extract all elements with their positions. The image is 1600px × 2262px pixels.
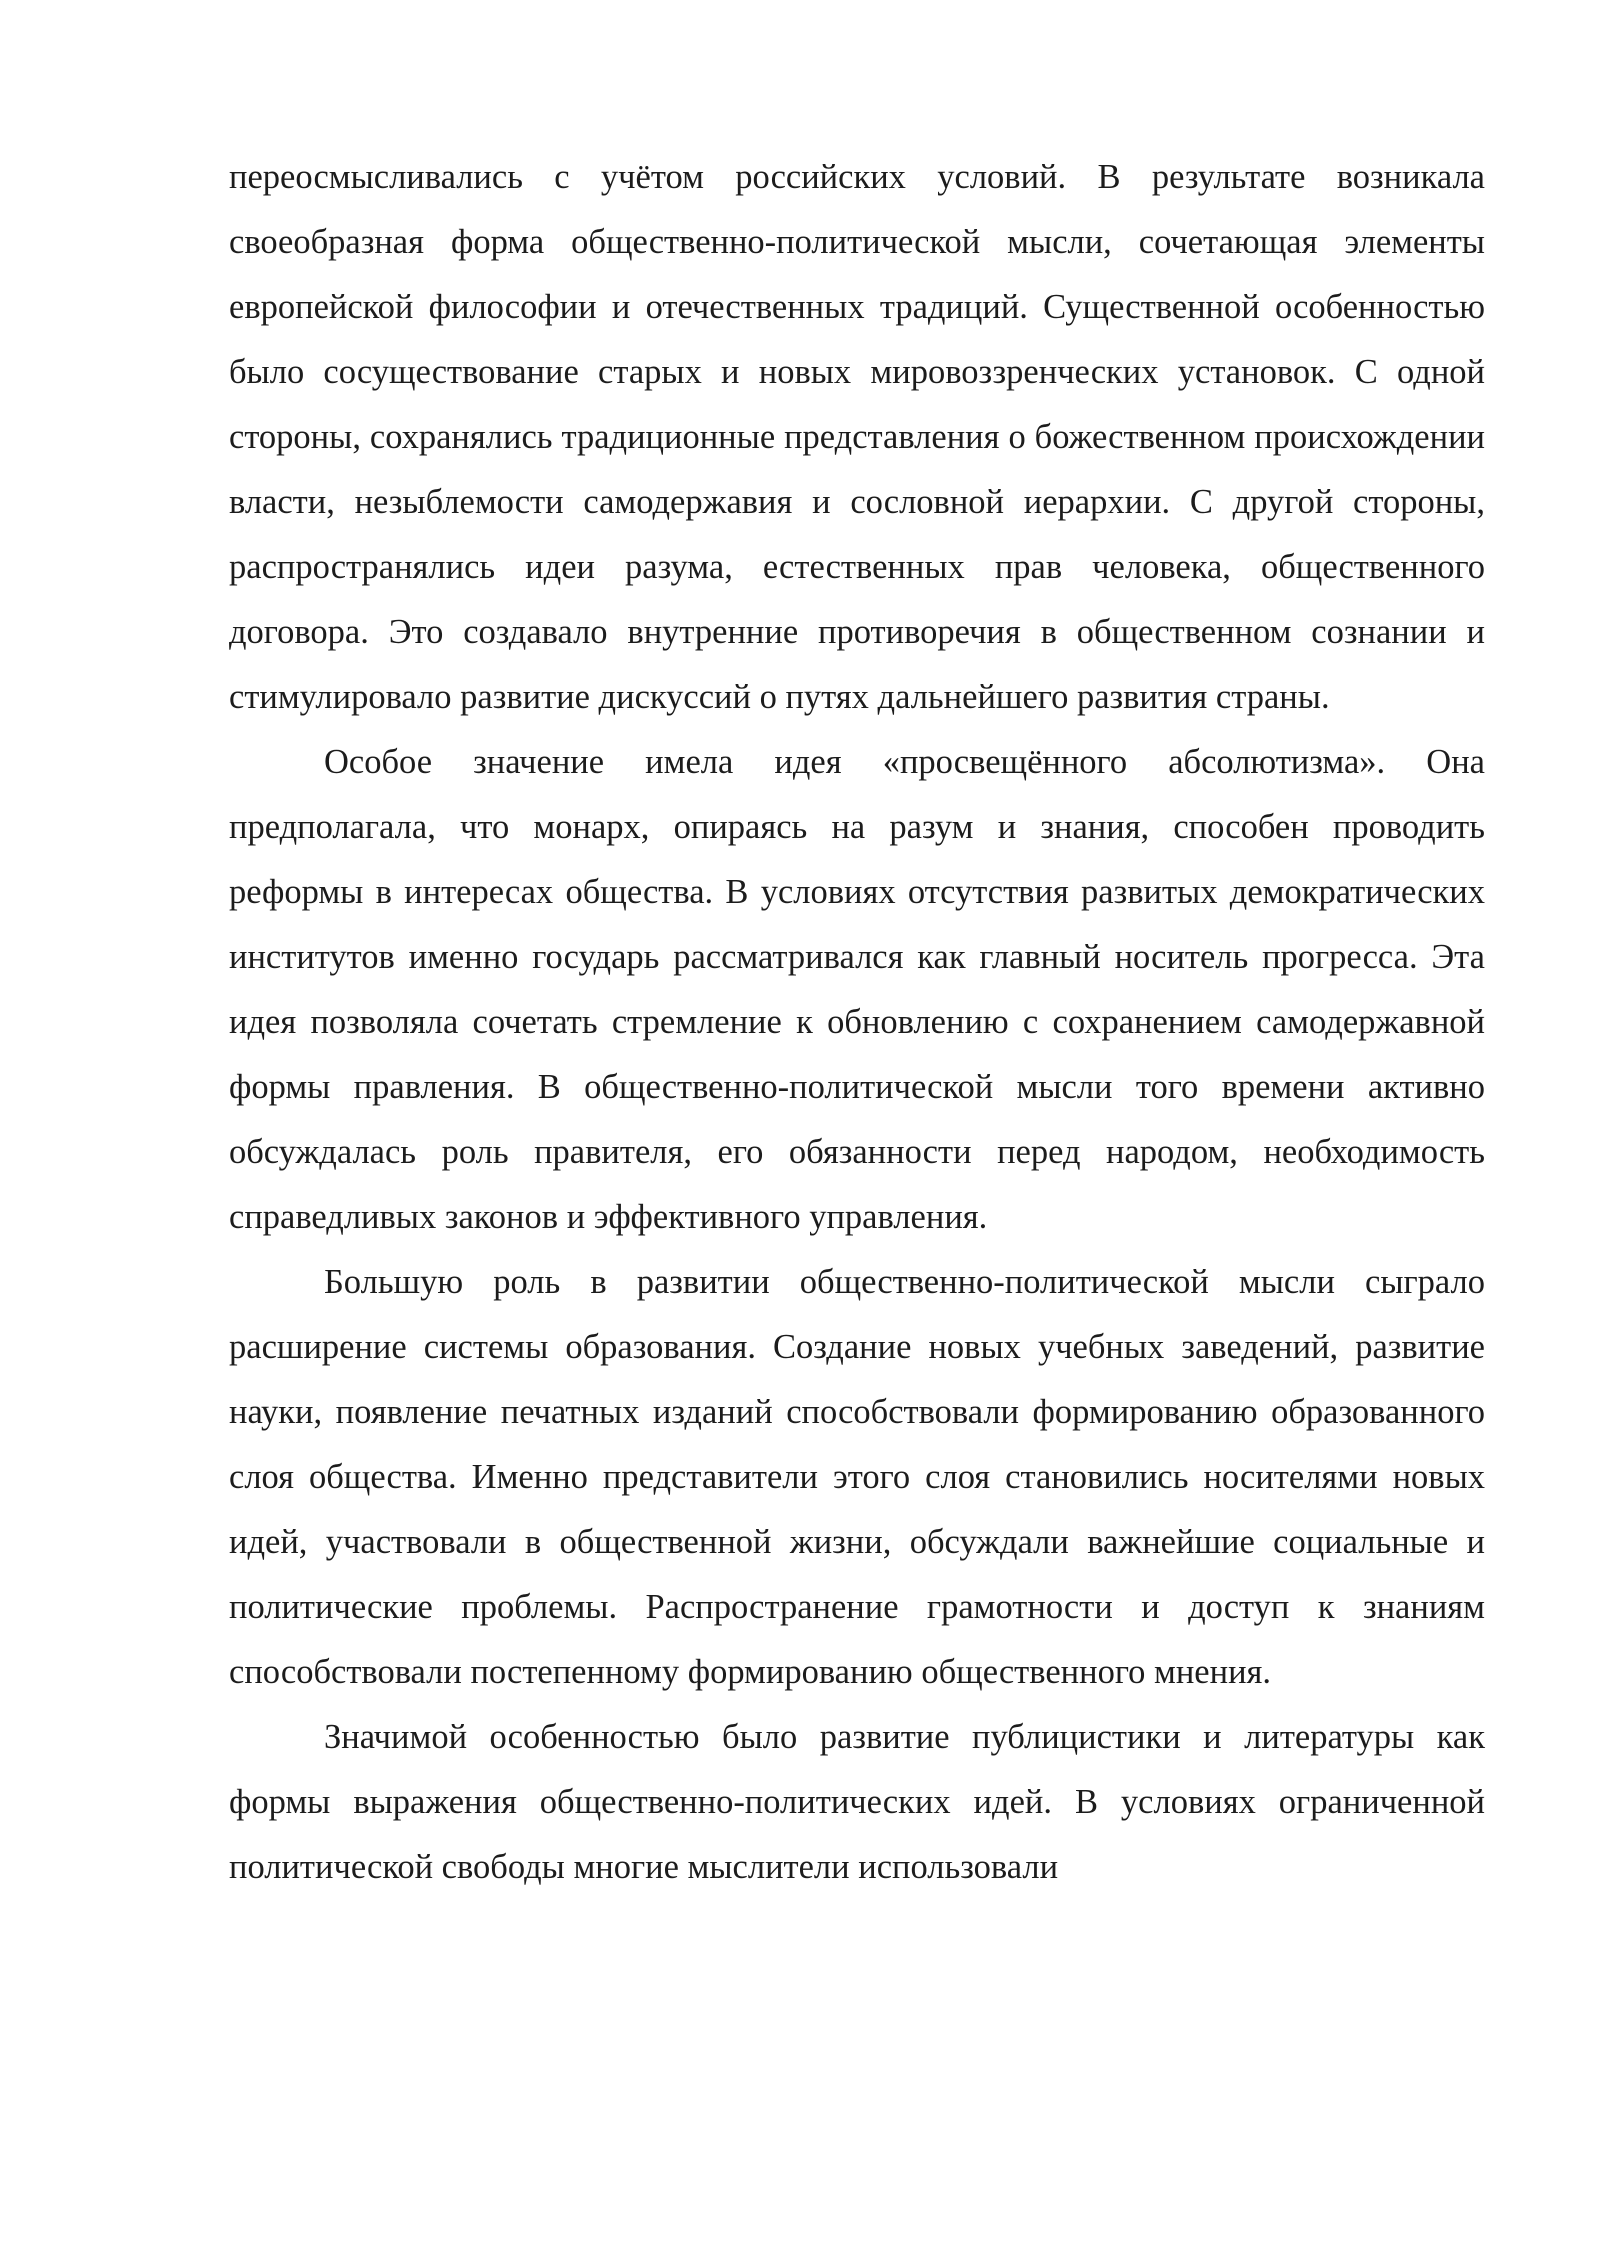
document-body <box>229 145 1485 1900</box>
paragraph-4: Значимой особенностью было развитие публицистики и литературы как формы выражения общественно-политических идей. В условиях ограниченной политической свободы многие мыслители использовали <box>229 1718 1485 1886</box>
paragraph-2: Особое значение имела идея «просвещённого абсолютизма». Она предполагала, что монарх, опираясь на разум и знания, способен проводить реформы в интересах общества. В условиях отсутствия развитых демократических институтов именно государь рассматривался как главный носитель прогресса. Эта идея позволяла сочетать стремление к обновлению с сохранением самодержавной формы правления. В общественно-политической мысли того времени активно обсуждалась роль правителя, его обязанности перед народом, необходимость справедливых законов и эффективного управления. <box>229 743 1485 1236</box>
paragraph-1: переосмысливались с учётом российских условий. В результате возникала своеобразная форма общественно-политической мысли, сочетающая элементы европейской философии и отечественных традиций. Существенной особенностью было сосуществование старых и новых мировоззренческих установок. С одной стороны, сохранялись традиционные представления о божественном происхождении власти, незыблемости самодержавия и сословной иерархии. С другой стороны, распространялись идеи разума, естественных прав человека, общественного договора. Это создавало внутренние противоречия в общественном сознании и стимулировало развитие дискуссий о путях дальнейшего развития страны. <box>229 158 1485 716</box>
paragraph-3: Большую роль в развитии общественно-политической мысли сыграло расширение системы образования. Создание новых учебных заведений, развитие науки, появление печатных изданий способствовали формированию образованного слоя общества. Именно представители этого слоя становились носителями новых идей, участвовали в общественной жизни, обсуждали важнейшие социальные и политические проблемы. Распространение грамотности и доступ к знаниям способствовали постепенному формированию общественного мнения. <box>229 1263 1485 1691</box>
